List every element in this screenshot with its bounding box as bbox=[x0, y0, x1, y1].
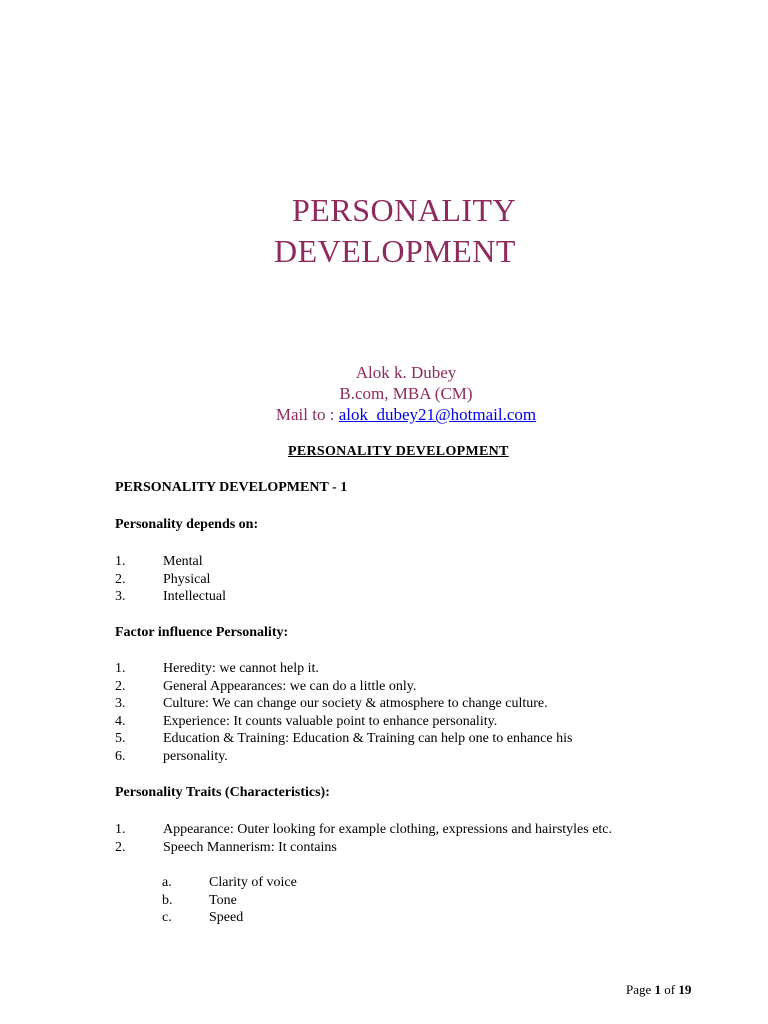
author-name: Alok k. Dubey bbox=[355, 363, 457, 382]
depends-heading: Personality depends on: bbox=[115, 517, 259, 532]
email-link[interactable]: alok_dubey21@hotmail.com bbox=[338, 405, 537, 424]
list-item: 2. Speech Mannerism: It contains bbox=[115, 839, 337, 855]
author-block bbox=[0, 362, 768, 425]
list-item: 2. General Appearances: we can do a little only. bbox=[115, 678, 417, 694]
section-heading: PERSONALITY DEVELOPMENT - 1 bbox=[115, 480, 348, 495]
page-number: Page 1 of 19 bbox=[626, 982, 692, 997]
traits-heading: Personality Traits (Characteristics): bbox=[115, 785, 330, 800]
list-item: 1. Appearance: Outer looking for example clothing, expressions and hairstyles etc. bbox=[115, 822, 613, 837]
list-item: 5. Education & Training: Education & Training can help one to enhance his bbox=[115, 731, 573, 747]
depends-list bbox=[115, 553, 226, 606]
list-item: 3. Culture: We can change our society & atmosphere to change culture. bbox=[115, 696, 548, 712]
list-item: c. Speed bbox=[162, 910, 244, 926]
list-item: a. Clarity of voice bbox=[162, 875, 297, 890]
list-item: 1. Heredity: we cannot help it. bbox=[115, 661, 319, 676]
list-item: 2. Physical bbox=[115, 571, 211, 587]
factors-heading: Factor influence Personality: bbox=[115, 625, 289, 640]
traits-list bbox=[115, 821, 612, 856]
author-mail bbox=[0, 404, 768, 425]
list-item: b. Tone bbox=[162, 892, 237, 908]
speech-sublist bbox=[162, 874, 297, 927]
title-line-1: PERSONALITY bbox=[292, 192, 517, 228]
title-line-2: DEVELOPMENT bbox=[274, 233, 516, 269]
list-item: 1. Mental bbox=[115, 554, 203, 569]
author-qualification: B.com, MBA (CM) bbox=[339, 384, 473, 403]
list-item: 4. Experience: It counts valuable point to enhance personality. bbox=[115, 713, 498, 729]
mail-label: Mail to : bbox=[275, 405, 339, 424]
list-item: 3. Intellectual bbox=[115, 589, 226, 605]
list-item: 6. personality. bbox=[115, 748, 228, 764]
document-title bbox=[274, 190, 516, 272]
main-heading: PERSONALITY DEVELOPMENT bbox=[288, 444, 509, 459]
factors-list bbox=[115, 660, 572, 766]
